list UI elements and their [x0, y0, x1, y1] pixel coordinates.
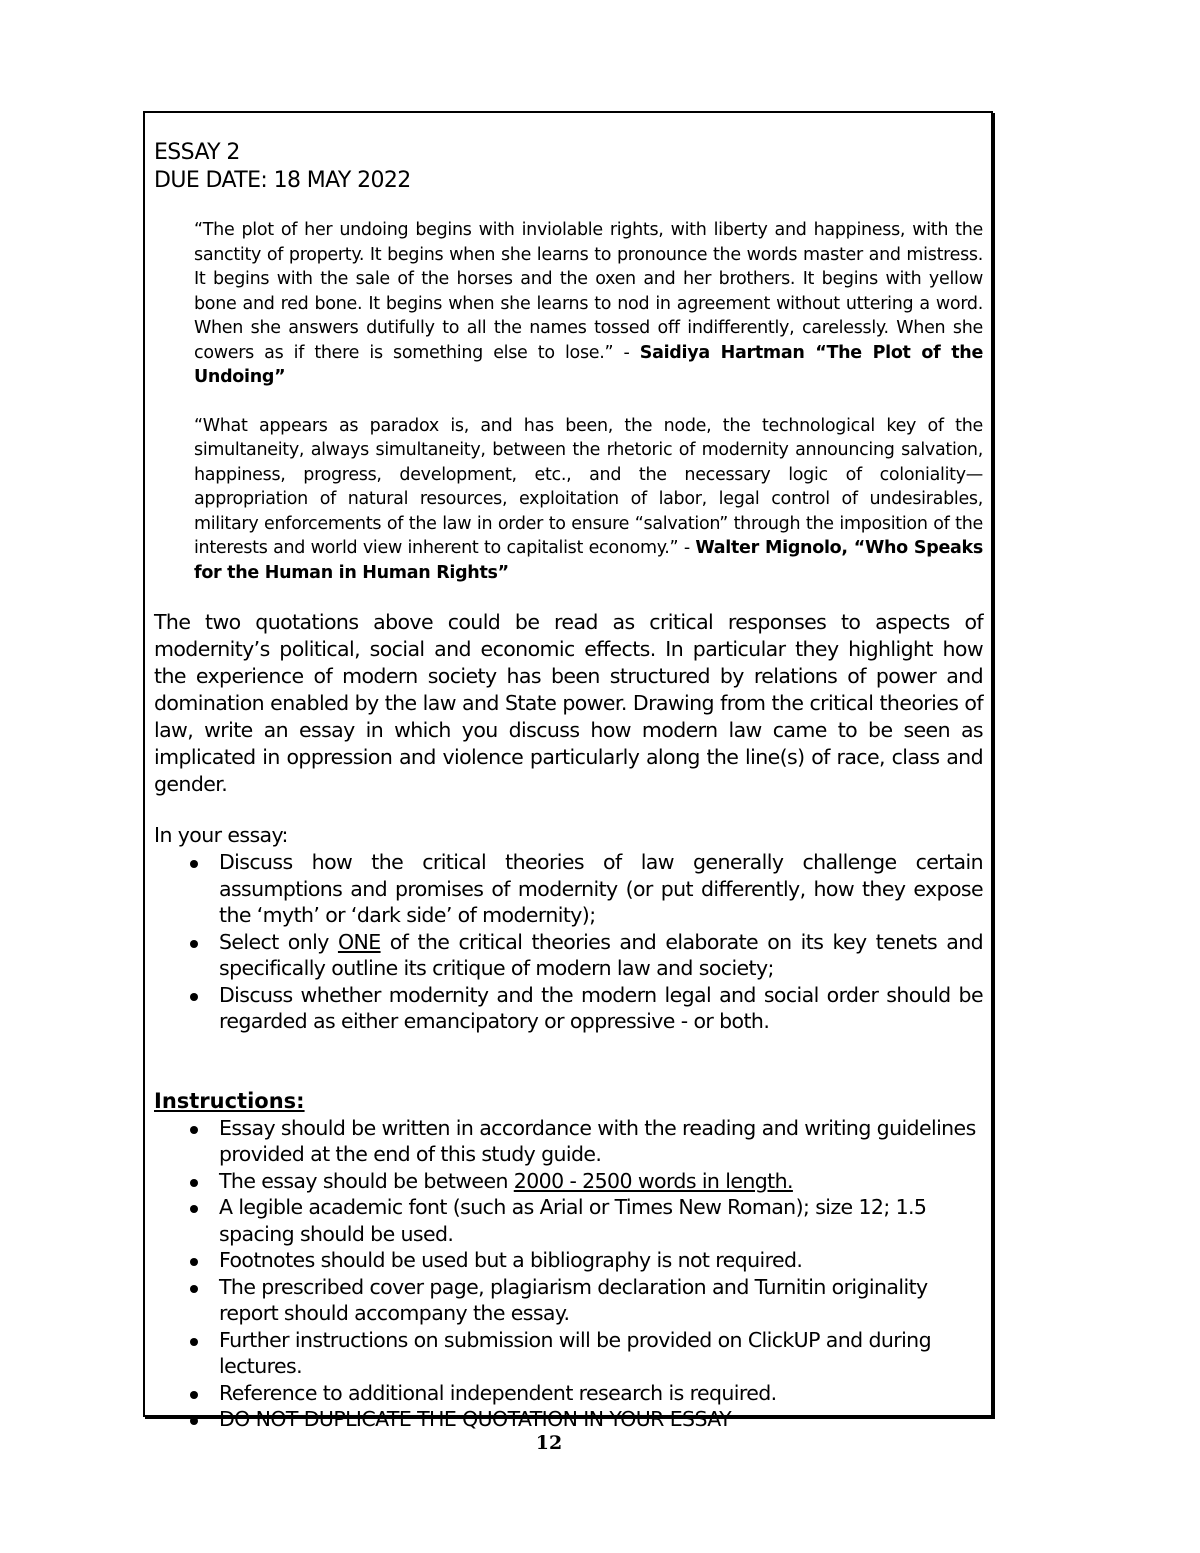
list-item	[154, 1327, 983, 1380]
due-date: DUE DATE: 18 MAY 2022	[154, 168, 411, 193]
list-item	[154, 982, 983, 1035]
page-number: 12	[535, 1432, 563, 1454]
list-item	[154, 1274, 983, 1327]
bullet-icon	[190, 1258, 198, 1266]
bullet-icon	[190, 1391, 198, 1399]
list-item-text: Footnotes should be used but a bibliography is not required.	[219, 1248, 803, 1272]
bullet-icon	[190, 1417, 198, 1425]
bullet-icon	[190, 1205, 198, 1213]
list-item	[154, 1115, 983, 1168]
list-item-text: A legible academic font (such as Arial or Times New Roman); size 12; 1.5 spacing should be used.	[219, 1195, 927, 1246]
bullet-icon	[190, 860, 198, 868]
list-item	[154, 1406, 983, 1433]
list-item-text: of the critical theories and elaborate on its key tenets and specifically outline its critique of modern law and society;	[219, 929, 984, 980]
list-item	[154, 1194, 983, 1247]
essay-prompt: The two quotations above could be read as critical responses to aspects of modernity’s political, social and economic effects. In particular they highlight how the experience of modern society has been structured by relations of power and domination enabled by the law and State power. Drawing from the critical theories of law, write an essay in which you discuss how modern law came to be seen as implicated in oppression and violence particularly along the line(s) of race, class and gender.	[154, 610, 983, 796]
emphasis-one: ONE	[337, 929, 381, 954]
list-item-text: Further instructions on submission will be provided on ClickUP and during lectures.	[219, 1327, 931, 1378]
quote-hartman	[194, 218, 983, 390]
quote-mignolo	[194, 414, 983, 586]
essay-box	[143, 111, 993, 1431]
essay-requirements-list	[154, 849, 983, 1035]
bullet-icon	[190, 993, 198, 1001]
essay-requirements-lead: In your essay:	[154, 823, 288, 847]
bullet-icon	[190, 1179, 198, 1187]
list-item-text: Select only	[219, 929, 338, 954]
list-item-text: The prescribed cover page, plagiarism declaration and Turnitin originality report should accompany the essay.	[219, 1274, 928, 1325]
list-item	[154, 1380, 983, 1407]
bullet-icon	[190, 940, 198, 948]
list-item	[154, 1168, 983, 1195]
list-item-text: Discuss how the critical theories of law generally challenge certain assumptions and promises of modernity (or put differently, how they expose the ‘myth’ or ‘dark side’ of modernity);	[219, 850, 983, 927]
bullet-icon	[190, 1285, 198, 1293]
list-item-text: DO NOT DUPLICATE THE QUOTATION IN YOUR ESSAY	[219, 1407, 732, 1431]
list-item-text: Reference to additional independent research is required.	[219, 1380, 777, 1405]
list-item	[154, 929, 983, 982]
list-item-text: Discuss whether modernity and the modern legal and social order should be regarded as either emancipatory or oppressive - or both.	[219, 982, 983, 1033]
quote-text: “What appears as paradox is, and has been, the node, the technological key of the simultaneity, always simultaneity, between the rhetoric of modernity announcing salvation, happiness, progress, development, etc., and the necessary logic of coloniality—appropriation of natural resources, exploitation of labor, legal control of undesirables, military enforcements of the law in order to ensure “salvation” through the imposition of the interests and world view inherent to capitalist economy.” -	[194, 415, 983, 558]
essay-content	[154, 139, 983, 1433]
list-item	[154, 849, 983, 929]
list-item-text: Essay should be written in accordance with the reading and writing guidelines provided at the end of this study guide.	[219, 1115, 976, 1166]
quote-attribution: Walter Mignolo, “Who Speaks for the Human in Human Rights”	[194, 538, 983, 583]
instructions-heading: Instructions:	[154, 1088, 305, 1113]
list-item	[154, 1247, 983, 1274]
essay-title: ESSAY 2	[154, 140, 240, 165]
bullet-icon	[190, 1338, 198, 1346]
bullet-icon	[190, 1126, 198, 1134]
word-count-requirement: 2000 - 2500 words in length.	[513, 1168, 793, 1193]
list-item-text: The essay should be between	[219, 1168, 514, 1193]
quote-text: “The plot of her undoing begins with inviolable rights, with liberty and happiness, with the sanctity of property. It begins when she learns to pronounce the words master and mistress. It begins with the sale of the horses and the oxen and her brothers. It begins with yellow bone and red bone. It begins when she learns to nod in agreement without uttering a word. When she answers dutifully to all the names tossed off indifferently, carelessly. When she cowers as if there is something else to lose.” -	[194, 220, 983, 363]
instructions-list	[154, 1115, 983, 1433]
quote-attribution: Saidiya Hartman “The Plot of the Undoing”	[194, 342, 984, 387]
